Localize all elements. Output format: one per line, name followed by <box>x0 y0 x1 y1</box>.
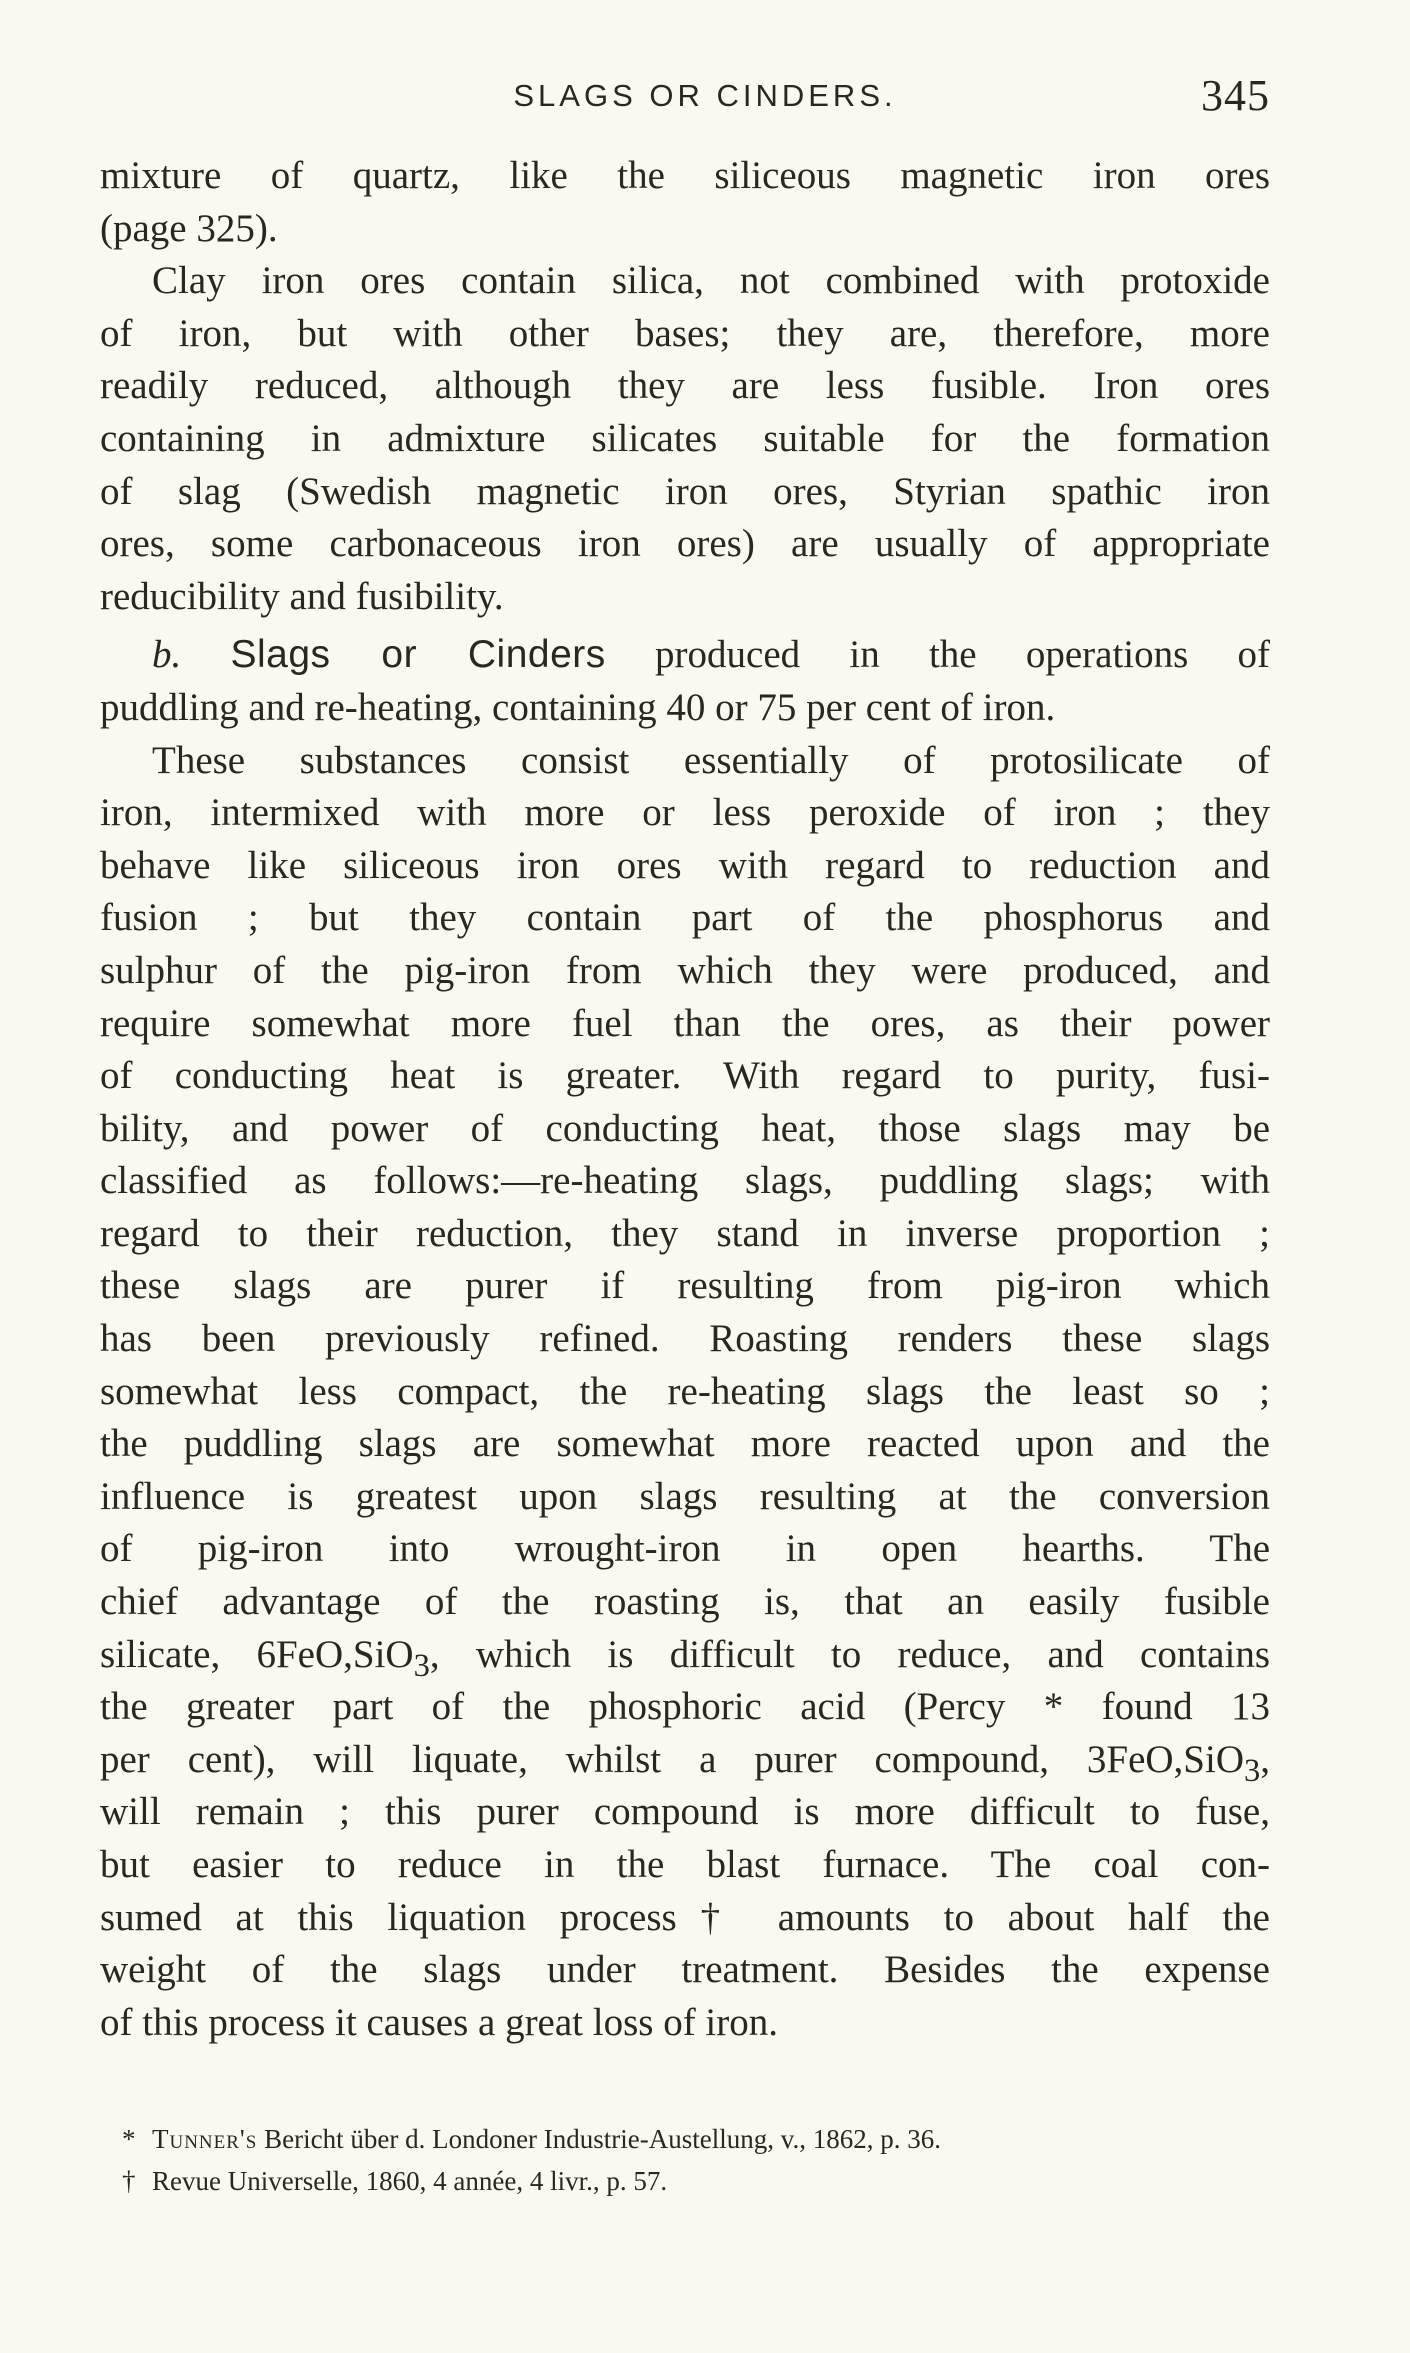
footnote <box>100 2118 1270 2160</box>
footnote-author: Tunner's <box>152 2124 258 2154</box>
text-line: of pig-iron into wrought-iron in open hearths. The <box>100 1527 1270 1571</box>
text-line: puddling and re-heating, containing 40 or 75 per cent of iron. <box>100 685 1056 729</box>
text-line: chief advantage of the roasting is, that an easily fusible <box>100 1580 1270 1624</box>
formula-line <box>100 1734 1270 1787</box>
text-line: bility, and power of conducting heat, those slags may be <box>100 1106 1270 1150</box>
body-text <box>100 150 1270 2049</box>
subsection-title: Slags or Cinders <box>230 633 606 677</box>
text-line: weight of the slags under treatment. Besides the expense <box>100 1948 1270 1992</box>
text-line: containing in admixture silicates suitable for the formation <box>100 416 1270 460</box>
text-line: fusion ; but they contain part of the phosphorus and <box>100 896 1270 940</box>
formula-text: silicate, 6FeO,SiO <box>100 1632 414 1676</box>
formula-subscript: 3 <box>413 1647 430 1684</box>
formula-text: , <box>1260 1737 1270 1781</box>
text-line: of this process it causes a great loss of iron. <box>100 2000 779 2044</box>
text-line: ores, some carbonaceous iron ores) are usually of appropriate <box>100 522 1270 566</box>
text-line: these slags are purer if resulting from pig-iron which <box>100 1264 1270 1308</box>
text-line: the puddling slags are somewhat more reacted upon and the <box>100 1422 1270 1466</box>
text-line: Clay iron ores contain silica, not combined with protoxide <box>152 259 1270 303</box>
subsection-heading-line <box>100 629 1270 682</box>
formula-text: per cent), will liquate, whilst a purer compound, 3FeO,SiO <box>100 1737 1244 1781</box>
page-number: 345 <box>1201 71 1270 120</box>
text-line: will remain ; this purer compound is more difficult to fuse, <box>100 1790 1270 1834</box>
text-line: classified as follows:—re-heating slags, puddling slags; with <box>100 1159 1270 1203</box>
footnote-mark: * <box>122 2124 136 2154</box>
text-line: of slag (Swedish magnetic iron ores, Styrian spathic iron <box>100 469 1270 513</box>
text-line: behave like siliceous iron ores with regard to reduction and <box>100 843 1270 887</box>
text-line: influence is greatest upon slags resulting at the conversion <box>100 1474 1270 1518</box>
text-line: the greater part of the phosphoric acid (Percy * found 13 <box>100 1685 1270 1729</box>
formula-subscript: 3 <box>1244 1752 1261 1789</box>
text-line: sulphur of the pig-iron from which they were produced, and <box>100 948 1270 992</box>
subsection-letter: b. <box>152 633 182 677</box>
text-line: These substances consist essentially of protosilicate of <box>152 738 1270 782</box>
subsection-rest: produced in the operations of <box>655 633 1271 677</box>
footnote-text: Bericht über d. Londoner Industrie-Austellung, v., 1862, p. 36. <box>264 2124 941 2154</box>
running-title: SLAGS OR CINDERS. <box>513 78 897 113</box>
text-line: of iron, but with other bases; they are, therefore, more <box>100 311 1270 355</box>
text-line: has been previously refined. Roasting renders these slags <box>100 1317 1270 1361</box>
text-line: mixture of quartz, like the siliceous magnetic iron ores <box>100 154 1270 197</box>
text-line: somewhat less compact, the re-heating slags the least so ; <box>100 1369 1270 1413</box>
footnotes <box>100 2118 1270 2202</box>
text-line: of conducting heat is greater. With regard to purity, fusi- <box>100 1054 1270 1098</box>
footnote-mark: † <box>122 2166 136 2196</box>
text-line: regard to their reduction, they stand in inverse proportion ; <box>100 1211 1270 1255</box>
text-line: but easier to reduce in the blast furnace. The coal con- <box>100 1843 1270 1886</box>
footnote <box>100 2160 1270 2202</box>
text-line: require somewhat more fuel than the ores, as their power <box>100 1001 1270 1045</box>
footnote-text: Revue Universelle, 1860, 4 année, 4 livr., p. 57. <box>152 2166 668 2196</box>
text-line: readily reduced, although they are less fusible. Iron ores <box>100 364 1270 408</box>
text-line: iron, intermixed with more or less peroxide of iron ; they <box>100 791 1270 835</box>
text-line: reducibility and fusibility. <box>100 574 504 618</box>
running-head <box>100 70 1270 130</box>
formula-text: , which is difficult to reduce, and contains <box>429 1632 1270 1676</box>
text-line: sumed at this liquation process† amounts to about half the <box>100 1895 1270 1939</box>
formula-line <box>100 1629 1270 1682</box>
text-line: (page 325). <box>100 206 278 250</box>
